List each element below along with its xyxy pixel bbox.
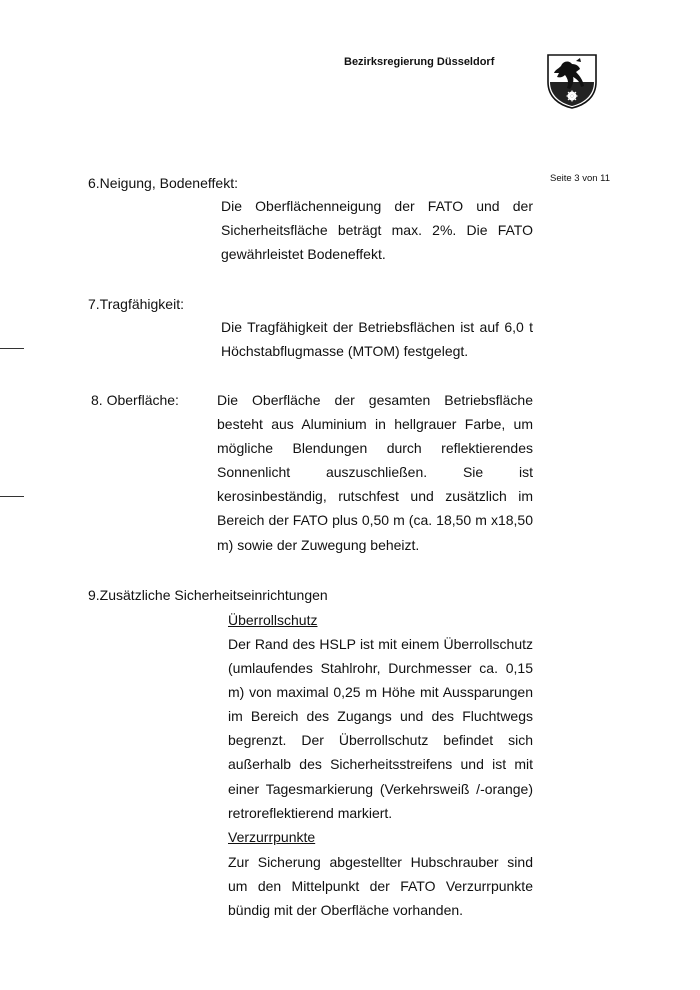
subsection-rollover-protection-body: Der Rand des HSLP ist mit einem Überrollschutz (umlaufendes Stahlrohr, Durchmesser ca. 0,15 m) von maximal 0,25 m Höhe mit Aussparungen im Bereich des Zugangs und des Fluchtwegs begrenzt. Der Überrollschutz befindet sich außerhalb des Sicherheitsstreifens und ist mit einer Tagesmarkierung (Verkehrsweiß /-orange) retroreflektierend markiert. xyxy=(228,636,533,821)
subsection-rollover-protection-title: Überrollschutz xyxy=(228,612,318,628)
page-indicator: Seite 3 von 11 xyxy=(550,173,611,184)
section-7-heading: 7.Tragfähigkeit: xyxy=(88,296,184,312)
authority-name: Bezirksregierung Düsseldorf xyxy=(344,56,495,68)
subsection-tiedown-body: Zur Sicherung abgestellter Hubschrauber sind um den Mittelpunkt der FATO Verzurrpunkte bündig mit der Oberfläche vorhanden. xyxy=(228,854,533,919)
fold-mark xyxy=(0,348,24,349)
subsection-tiedown-title: Verzurrpunkte xyxy=(228,829,316,845)
punch-mark xyxy=(0,496,24,497)
section-9-heading: 9.Zusätzliche Sicherheitseinrichtungen xyxy=(88,587,328,603)
section-6-heading: 6.Neigung, Bodeneffekt: xyxy=(88,175,238,191)
crest-icon xyxy=(545,52,599,110)
section-8-heading: 8. Oberfläche: xyxy=(91,392,179,408)
section-6-body: Die Oberflächenneigung der FATO und der Sicherheitsfläche beträgt max. 2%. Die FATO gewährleistet Bodeneffekt. xyxy=(221,198,533,263)
section-8-body: Die Oberfläche der gesamten Betriebsfläche besteht aus Aluminium in hellgrauer Farbe, um mögliche Blendungen durch reflektierendes Sonnenlicht auszuschließen. Sie ist kerosinbeständig, rutschfest und zusätzlich im Bereich der FATO plus 0,50 m (ca. 18,50 m x18,50 m) sowie der Zuwegung beheizt. xyxy=(217,392,533,553)
section-7-body: Die Tragfähigkeit der Betriebsflächen ist auf 6,0 t Höchstabflugmasse (MTOM) festgelegt. xyxy=(221,319,533,360)
